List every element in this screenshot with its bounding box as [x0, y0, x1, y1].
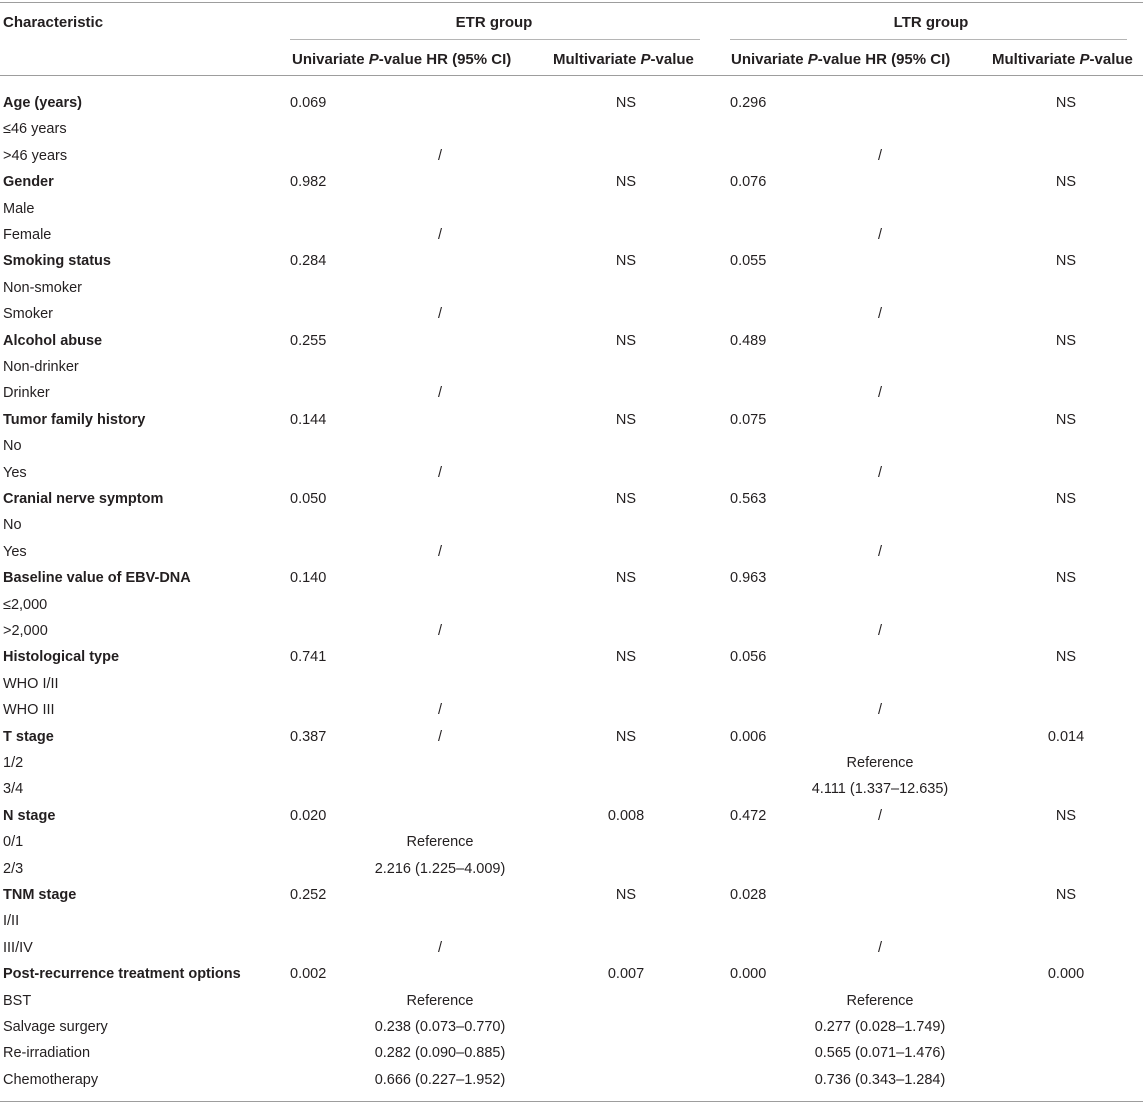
characteristic-cell: I/II [3, 913, 20, 930]
table-row [0, 486, 1143, 512]
ltr-hr-cell: / [877, 464, 883, 481]
table-row [0, 1014, 1143, 1040]
ltr-univariate-p-cell: 0.076 [730, 174, 767, 191]
etr-hr-cell: Reference [406, 992, 474, 1009]
characteristic-cell: Histological type [3, 649, 120, 666]
ltr-multivariate-p-cell: NS [1055, 253, 1077, 270]
ltr-univariate-p-cell: 0.296 [730, 95, 767, 111]
table-row [0, 776, 1143, 802]
etr-hr-cell: Reference [406, 834, 474, 851]
ltr-univariate-p-cell: 0.000 [730, 966, 767, 983]
header-etr-group: ETR group [455, 14, 533, 31]
characteristic-cell: Cranial nerve symptom [3, 491, 164, 507]
characteristic-cell: WHO I/II [3, 675, 59, 692]
ltr-hr-cell: 0.565 (0.071–1.476) [814, 1045, 946, 1062]
etr-hr-cell: 0.282 (0.090–0.885) [374, 1045, 506, 1062]
etr-univariate-p-cell: 0.387 [290, 728, 327, 745]
etr-univariate-p-cell: 0.741 [290, 649, 327, 666]
ltr-hr-cell: / [877, 807, 883, 824]
ltr-multivariate-p-cell: NS [1055, 570, 1077, 587]
ltr-multivariate-p-cell: NS [1055, 887, 1077, 903]
characteristic-cell: No [3, 517, 22, 534]
etr-multivariate-p-cell: NS [615, 332, 637, 349]
table-row [0, 512, 1143, 538]
ltr-multivariate-p-cell: NS [1055, 95, 1077, 111]
ltr-multivariate-p-cell: NS [1055, 807, 1077, 824]
table-row [0, 301, 1143, 327]
table-row [0, 275, 1143, 301]
etr-univariate-p-cell: 0.140 [290, 570, 327, 587]
table-row [0, 1040, 1143, 1066]
table-row [0, 433, 1143, 459]
etr-hr-cell: / [437, 227, 443, 243]
etr-hr-cell: / [437, 147, 443, 164]
characteristic-cell: T stage [3, 728, 54, 745]
characteristic-cell: BST [3, 992, 32, 1009]
ltr-multivariate-p-cell: NS [1055, 411, 1077, 428]
etr-hr-cell: / [437, 702, 443, 719]
characteristic-cell: N stage [3, 807, 56, 824]
ltr-hr-cell: / [877, 306, 883, 323]
table-row [0, 143, 1143, 169]
table-bottom-rule [0, 1101, 1143, 1102]
etr-hr-cell: / [437, 939, 443, 956]
etr-hr-cell: / [437, 623, 443, 639]
etr-multivariate-p-cell: NS [615, 411, 637, 428]
ltr-group-rule [730, 39, 1127, 40]
ltr-multivariate-p-cell: 0.014 [1047, 728, 1085, 745]
etr-hr-cell: / [437, 543, 443, 560]
table-row [0, 908, 1143, 934]
etr-univariate-p-cell: 0.982 [290, 174, 327, 191]
table-row [0, 354, 1143, 380]
header-bottom-rule [0, 75, 1143, 76]
characteristic-cell: ≤2,000 [3, 596, 48, 613]
etr-univariate-p-cell: 0.020 [290, 807, 327, 824]
ltr-hr-cell: / [877, 702, 883, 719]
characteristic-cell: Drinker [3, 385, 50, 402]
etr-multivariate-p-cell: NS [615, 728, 637, 745]
characteristic-cell: Yes [3, 464, 27, 481]
characteristic-cell: 2/3 [3, 860, 24, 877]
ltr-univariate-p-cell: 0.489 [730, 332, 767, 349]
table-row [0, 328, 1143, 354]
header-ltr-group: LTR group [893, 14, 969, 31]
ltr-hr-cell: 0.277 (0.028–1.749) [814, 1019, 946, 1035]
table-row [0, 803, 1143, 829]
table-top-rule [0, 2, 1143, 3]
ltr-hr-cell: 0.736 (0.343–1.284) [814, 1071, 946, 1088]
header-etr-multivariate: Multivariate P-value [553, 51, 694, 68]
characteristic-cell: >46 years [3, 147, 68, 164]
ltr-multivariate-p-cell: 0.000 [1047, 966, 1085, 983]
characteristic-cell: Male [3, 200, 35, 217]
characteristic-cell: Yes [3, 543, 27, 560]
table-row [0, 90, 1143, 116]
etr-multivariate-p-cell: NS [615, 887, 637, 903]
characteristic-cell: Re-irradiation [3, 1045, 91, 1062]
characteristic-cell: 3/4 [3, 781, 24, 798]
etr-hr-cell: / [437, 464, 443, 481]
table-row [0, 565, 1143, 591]
table-row [0, 116, 1143, 142]
characteristic-cell: Female [3, 227, 52, 243]
table-row [0, 380, 1143, 406]
ltr-univariate-p-cell: 0.055 [730, 253, 767, 270]
characteristic-cell: WHO III [3, 702, 55, 719]
characteristic-cell: No [3, 438, 22, 455]
characteristic-cell: >2,000 [3, 623, 48, 639]
table-row [0, 856, 1143, 882]
table-row [0, 169, 1143, 195]
etr-hr-cell: / [437, 728, 443, 745]
etr-univariate-p-cell: 0.252 [290, 887, 327, 903]
table-row [0, 644, 1143, 670]
etr-univariate-p-cell: 0.284 [290, 253, 327, 270]
etr-hr-cell: 0.666 (0.227–1.952) [374, 1071, 506, 1088]
etr-multivariate-p-cell: NS [615, 95, 637, 111]
table-row [0, 935, 1143, 961]
ltr-multivariate-p-cell: NS [1055, 174, 1077, 191]
table-row [0, 988, 1143, 1014]
characteristic-cell: Non-smoker [3, 279, 82, 296]
table-row [0, 460, 1143, 486]
ltr-hr-cell: Reference [846, 755, 914, 771]
etr-multivariate-p-cell: NS [615, 491, 637, 507]
characteristic-cell: 0/1 [3, 834, 24, 851]
characteristic-cell: Smoker [3, 306, 53, 323]
etr-multivariate-p-cell: NS [615, 174, 637, 191]
table-row [0, 882, 1143, 908]
table-row [0, 407, 1143, 433]
characteristic-cell: Salvage surgery [3, 1019, 108, 1035]
ltr-univariate-p-cell: 0.563 [730, 491, 767, 507]
characteristic-cell: Non-drinker [3, 359, 79, 375]
etr-hr-cell: / [437, 385, 443, 402]
ltr-univariate-p-cell: 0.075 [730, 411, 767, 428]
characteristic-cell: Alcohol abuse [3, 332, 103, 349]
characteristic-cell: ≤46 years [3, 121, 67, 138]
ltr-univariate-p-cell: 0.006 [730, 728, 767, 745]
etr-hr-cell: 0.238 (0.073–0.770) [374, 1019, 506, 1035]
characteristic-cell: TNM stage [3, 887, 77, 903]
etr-multivariate-p-cell: 0.007 [607, 966, 645, 983]
etr-group-rule [290, 39, 700, 40]
table-row [0, 961, 1143, 987]
characteristic-cell: Gender [3, 174, 54, 191]
etr-hr-cell: 2.216 (1.225–4.009) [374, 860, 506, 877]
etr-multivariate-p-cell: NS [615, 649, 637, 666]
header-ltr-multivariate: Multivariate P-value [992, 51, 1133, 68]
ltr-multivariate-p-cell: NS [1055, 491, 1077, 507]
ltr-hr-cell: / [877, 543, 883, 560]
etr-multivariate-p-cell: NS [615, 570, 637, 587]
header-etr-univariate: Univariate P-value HR (95% CI) [292, 51, 512, 68]
ltr-univariate-p-cell: 0.472 [730, 807, 767, 824]
characteristic-cell: Post-recurrence treatment options [3, 966, 241, 983]
etr-univariate-p-cell: 0.050 [290, 491, 327, 507]
etr-univariate-p-cell: 0.144 [290, 411, 327, 428]
etr-multivariate-p-cell: 0.008 [607, 807, 645, 824]
table-row [0, 829, 1143, 855]
characteristic-cell: Age (years) [3, 95, 82, 111]
etr-hr-cell: / [437, 306, 443, 323]
ltr-hr-cell: Reference [846, 992, 914, 1009]
characteristic-cell: Smoking status [3, 253, 111, 270]
characteristic-cell: III/IV [3, 939, 33, 956]
etr-univariate-p-cell: 0.069 [290, 95, 327, 111]
ltr-hr-cell: / [877, 623, 883, 639]
ltr-hr-cell: / [877, 385, 883, 402]
etr-multivariate-p-cell: NS [615, 253, 637, 270]
characteristic-cell: Tumor family history [3, 411, 146, 428]
table-row [0, 248, 1143, 274]
ltr-multivariate-p-cell: NS [1055, 332, 1077, 349]
ltr-hr-cell: / [877, 939, 883, 956]
ltr-hr-cell: / [877, 147, 883, 164]
ltr-univariate-p-cell: 0.056 [730, 649, 767, 666]
ltr-hr-cell: / [877, 227, 883, 243]
table-row [0, 671, 1143, 697]
characteristic-cell: Baseline value of EBV-DNA [3, 570, 191, 587]
table-row [0, 618, 1143, 644]
characteristic-cell: Chemotherapy [3, 1071, 99, 1088]
header-characteristic: Characteristic [3, 14, 104, 31]
table-row [0, 196, 1143, 222]
table-row [0, 750, 1143, 776]
table-row [0, 539, 1143, 565]
ltr-univariate-p-cell: 0.028 [730, 887, 767, 903]
ltr-hr-cell: 4.111 (1.337–12.635) [811, 781, 949, 798]
etr-univariate-p-cell: 0.002 [290, 966, 327, 983]
characteristic-cell: 1/2 [3, 755, 24, 771]
table-row [0, 1067, 1143, 1093]
table-row [0, 697, 1143, 723]
table-row [0, 222, 1143, 248]
etr-univariate-p-cell: 0.255 [290, 332, 327, 349]
ltr-multivariate-p-cell: NS [1055, 649, 1077, 666]
ltr-univariate-p-cell: 0.963 [730, 570, 767, 587]
table-row [0, 724, 1143, 750]
table-row [0, 592, 1143, 618]
header-ltr-univariate: Univariate P-value HR (95% CI) [731, 51, 951, 68]
